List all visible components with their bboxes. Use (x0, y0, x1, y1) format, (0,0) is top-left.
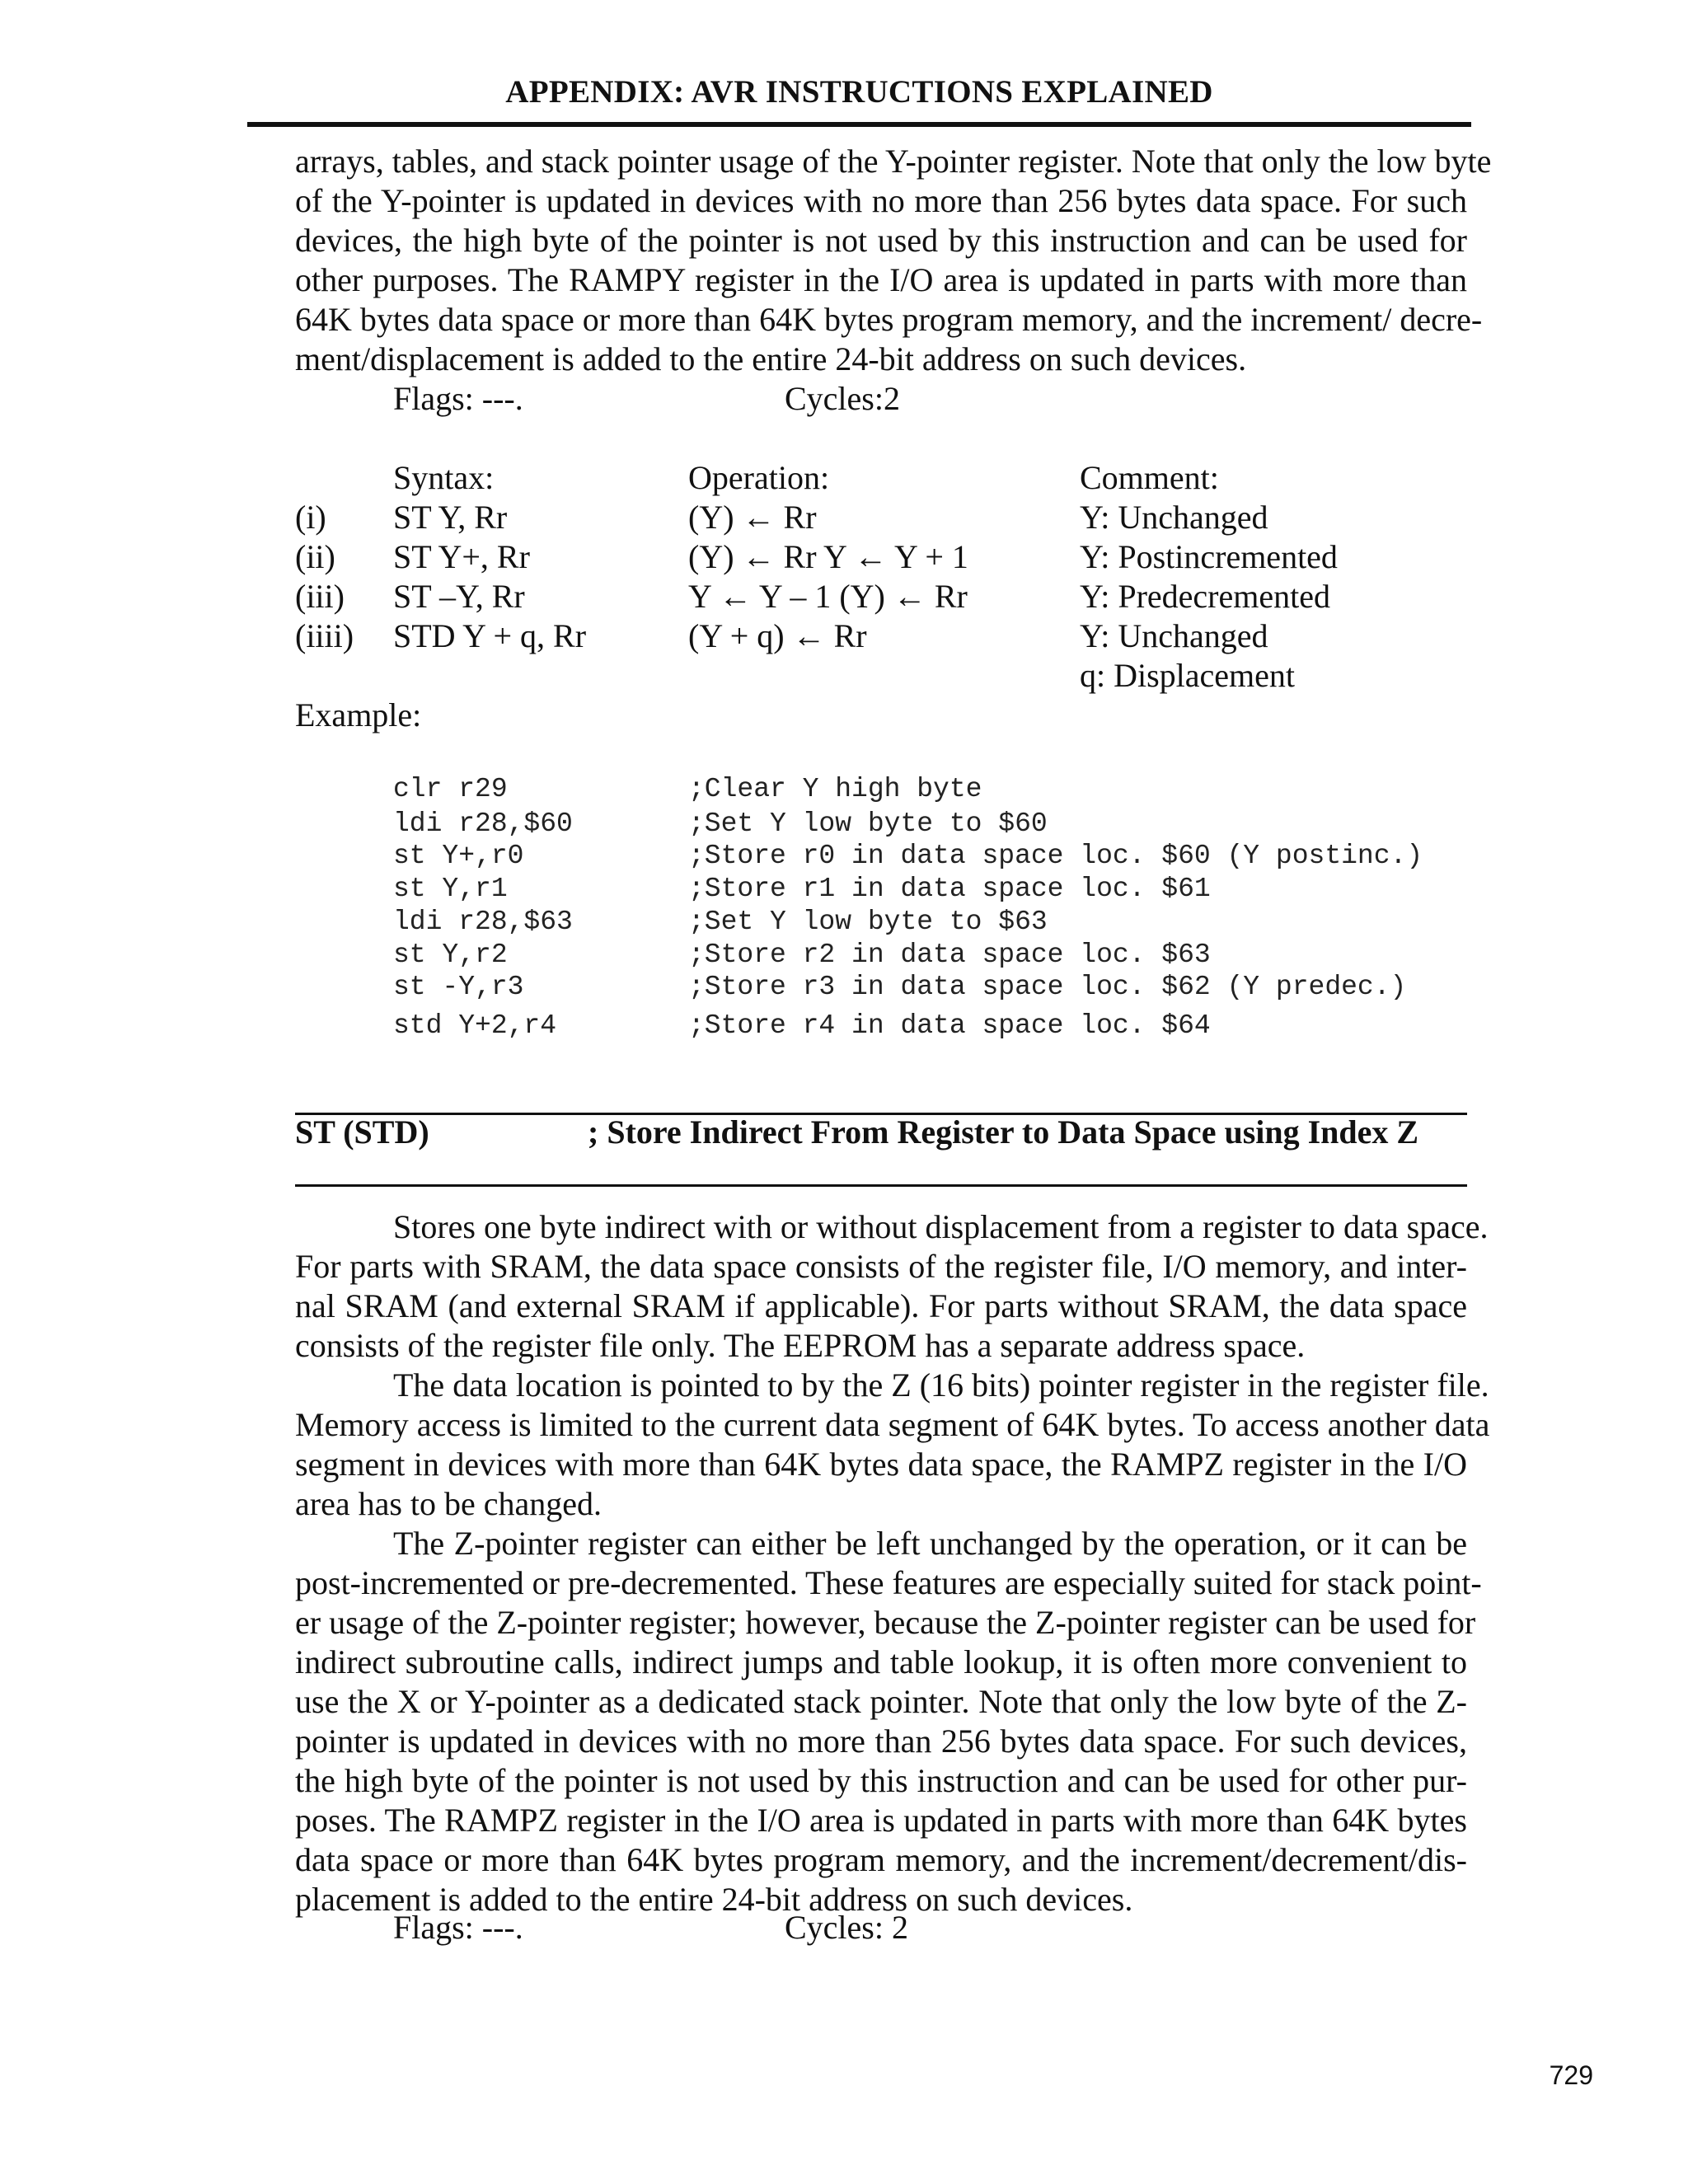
text-line: 64K bytes data space or more than 64K bytes program memory, and the increment/ decre- (295, 301, 1483, 338)
row-number: (i) (295, 499, 326, 536)
row-syntax: ST –Y, Rr (393, 578, 525, 615)
row-number: (iiii) (295, 617, 354, 654)
code-instruction: st Y,r2 (393, 940, 508, 970)
text-line: of the Y-pointer is updated in devices with no more than 256 bytes data space. For such (295, 182, 1467, 219)
text-line: indirect subroutine calls, indirect jumps and table lookup, it is often more convenient to (295, 1643, 1467, 1680)
text-line: nal SRAM (and external SRAM if applicable). For parts without SRAM, the data space (295, 1287, 1467, 1324)
text-line: post-incremented or pre-decremented. These features are especially suited for stack point- (295, 1564, 1482, 1601)
example-label: Example: (295, 696, 422, 733)
flags-label: Flags: ---. (393, 380, 523, 417)
text-line: consists of the register file only. The EEPROM has a separate address space. (295, 1327, 1306, 1364)
text-line: poses. The RAMPZ register in the I/O area is updated in parts with more than 64K bytes (295, 1802, 1467, 1839)
code-comment: ;Store r4 in data space loc. $64 (688, 1010, 1211, 1041)
page-header: APPENDIX: AVR INSTRUCTIONS EXPLAINED (505, 74, 1213, 110)
comment-header: Comment: (1080, 459, 1219, 496)
row-operation: (Y) ← Rr Y ← Y + 1 (688, 538, 968, 575)
text-line: devices, the high byte of the pointer is not used by this instruction and can be used for (295, 222, 1467, 259)
row-operation: (Y) ← Rr (688, 499, 817, 536)
code-instruction: clr r29 (393, 774, 508, 804)
text-line: placement is added to the entire 24-bit address on such devices. (295, 1881, 1133, 1918)
text-line: Memory access is limited to the current data segment of 64K bytes. To access another data (295, 1406, 1490, 1443)
code-instruction: st -Y,r3 (393, 972, 524, 1002)
row-comment: Y: Postincremented (1080, 538, 1338, 575)
text-line: other purposes. The RAMPY register in the I/O area is updated in parts with more than (295, 261, 1467, 298)
text-line: Stores one byte indirect with or without displacement from a register to data space. (393, 1208, 1489, 1245)
code-instruction: std Y+2,r4 (393, 1010, 557, 1041)
code-comment: ;Store r2 in data space loc. $63 (688, 940, 1211, 970)
code-comment: ;Clear Y high byte (688, 774, 982, 804)
page-number: 729 (1549, 2060, 1593, 2090)
section-rule-bottom (295, 1184, 1467, 1187)
row-number: (ii) (295, 538, 335, 575)
text-line: er usage of the Z-pointer register; however, because the Z-pointer register can be used for (295, 1604, 1476, 1641)
text-line: The Z-pointer register can either be left unchanged by the operation, or it can be (393, 1525, 1467, 1562)
section-mnemonic: ST (STD) (295, 1113, 429, 1151)
row-extra-comment: q: Displacement (1080, 657, 1296, 694)
text-line: The data location is pointed to by the Z (16 bits) pointer register in the register file. (393, 1366, 1489, 1404)
code-instruction: ldi r28,$60 (393, 808, 573, 839)
row-operation: (Y + q) ← Rr (688, 617, 867, 654)
text-line: use the X or Y-pointer as a dedicated stack pointer. Note that only the low byte of the Z- (295, 1683, 1467, 1720)
syntax-header: Syntax: (393, 459, 495, 496)
cycles-label: Cycles:2 (785, 380, 900, 417)
code-comment: ;Store r3 in data space loc. $62 (Y predec.) (688, 972, 1407, 1002)
row-syntax: ST Y, Rr (393, 499, 508, 536)
row-syntax: STD Y + q, Rr (393, 617, 587, 654)
text-line: pointer is updated in devices with no more than 256 bytes data space. For such devices, (295, 1722, 1467, 1760)
code-comment: ;Set Y low byte to $60 (688, 808, 1048, 839)
operation-header: Operation: (688, 459, 830, 496)
row-comment: Y: Predecremented (1080, 578, 1330, 615)
row-syntax: ST Y+, Rr (393, 538, 530, 575)
code-comment: ;Set Y low byte to $63 (688, 907, 1048, 937)
cycles-label: Cycles: 2 (785, 1909, 908, 1946)
code-instruction: st Y,r1 (393, 874, 508, 904)
text-line: area has to be changed. (295, 1485, 603, 1522)
code-comment: ;Store r0 in data space loc. $60 (Y postinc.) (688, 841, 1423, 871)
text-line: ment/displacement is added to the entire 24-bit address on such devices. (295, 340, 1247, 377)
text-line: arrays, tables, and stack pointer usage of the Y-pointer register. Note that only the low byte (295, 143, 1492, 180)
code-comment: ;Store r1 in data space loc. $61 (688, 874, 1211, 904)
text-line: data space or more than 64K bytes program memory, and the increment/decrement/dis- (295, 1841, 1467, 1878)
text-line: For parts with SRAM, the data space consists of the register file, I/O memory, and inter- (295, 1248, 1467, 1285)
header-rule (247, 122, 1471, 127)
body-paragraph (295, 1207, 1490, 1919)
row-operation: Y ← Y – 1 (Y) ← Rr (688, 578, 968, 615)
flags-label: Flags: ---. (393, 1909, 523, 1946)
code-instruction: ldi r28,$63 (393, 907, 573, 937)
section-title: ; Store Indirect From Register to Data Space using Index Z (588, 1113, 1419, 1151)
text-line: the high byte of the pointer is not used by this instruction and can be used for other pur- (295, 1762, 1467, 1799)
intro-paragraph (295, 142, 1492, 379)
row-number: (iii) (295, 578, 345, 615)
row-comment: Y: Unchanged (1080, 499, 1268, 536)
text-line: segment in devices with more than 64K bytes data space, the RAMPZ register in the I/O (295, 1446, 1467, 1483)
row-comment: Y: Unchanged (1080, 617, 1268, 654)
code-instruction: st Y+,r0 (393, 841, 524, 871)
